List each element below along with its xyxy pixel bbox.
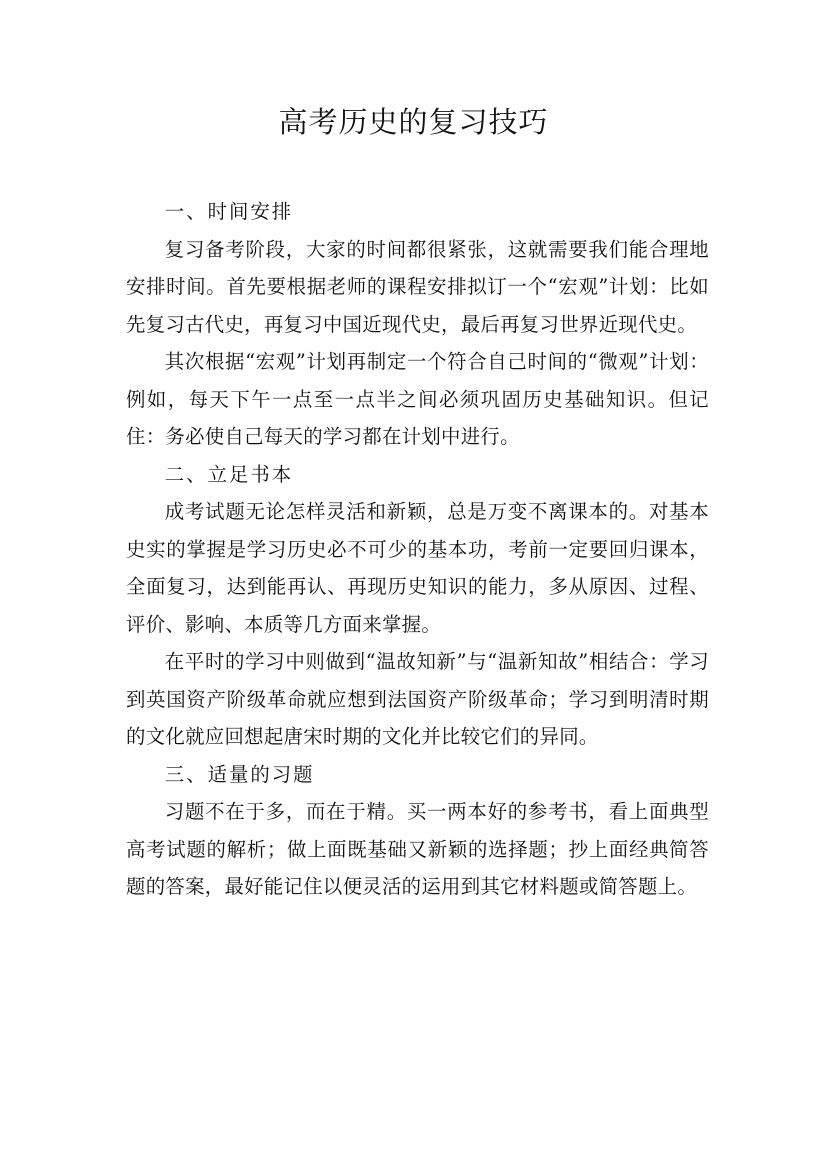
paragraph: 其次根据“宏观”计划再制定一个符合自己时间的“微观”计划：例如，每天下午一点至一点半之间必须巩固历史基础知识。但记住：务必使自己每天的学习都在计划中进行。 <box>126 350 709 448</box>
section-heading-exercises: 三、适量的习题 <box>164 762 315 786</box>
paragraph: 习题不在于多，而在于精。买一两本好的参考书，看上面典型高考试题的解析；做上面既基础又新颖的选择题；抄上面经典简答题的答案，最好能记住以便灵活的运用到其它材料题或简答题上。 <box>126 800 709 898</box>
document-title: 高考历史的复习技巧 <box>278 105 549 139</box>
section-heading-time: 一、时间安排 <box>164 200 294 223</box>
paragraph: 成考试题无论怎样灵活和新颖，总是万变不离课本的。对基本史实的掌握是学习历史必不可少的基本功，考前一定要回归课本，全面复习，达到能再认、再现历史知识的能力，多从原因、过程、评价、影响、本质等几方面来掌握。 <box>126 500 709 636</box>
document-body <box>126 193 709 906</box>
section-heading-textbook: 二、立足书本 <box>164 462 294 486</box>
paragraph: 复习备考阶段，大家的时间都很紧张，这就需要我们能合理地安排时间。首先要根据老师的课程安排拟订一个“宏观”计划：比如先复习古代史，再复习中国近现代史，最后再复习世界近现代史。 <box>126 237 709 336</box>
paragraph: 在平时的学习中则做到“温故知新”与“温新知故”相结合：学习到英国资产阶级革命就应想到法国资产阶级革命；学习到明清时期的文化就应回想起唐宋时期的文化并比较它们的异同。 <box>126 650 709 748</box>
